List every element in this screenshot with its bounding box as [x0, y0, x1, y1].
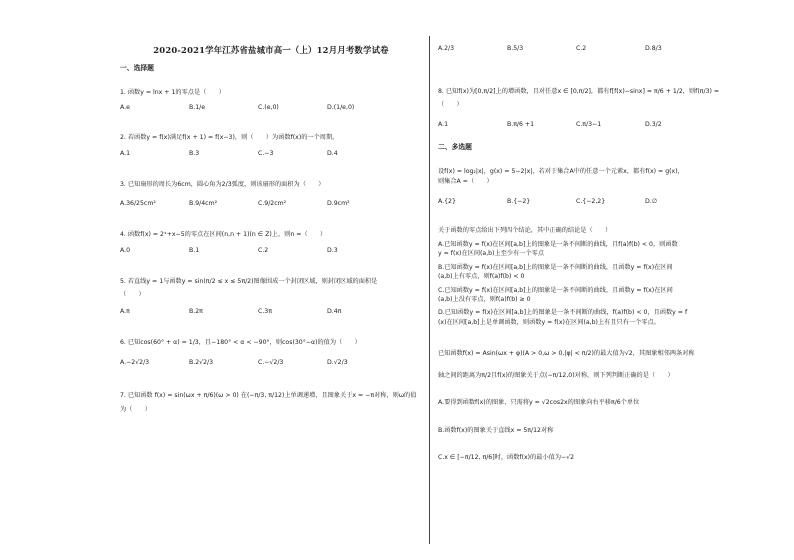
- question-5-options: [120, 307, 422, 316]
- question-7-stem: 7. 已知函数 f(x) = sin(ωx + π/6)(ω > 0) 在(−π/3, π/12)上单调递增，且图象关于x = −π对称，则ω的值: [120, 391, 417, 399]
- option: D.3: [327, 246, 338, 254]
- option: B.π/6 +1: [507, 120, 535, 128]
- question-6-stem: 6. 已知cos(60° + α) = 1/3，且−180° < α < −90°，则cos(30°−α)的值为（ ）: [120, 339, 361, 347]
- question-11-option-b: B.函数f(x)的图象关于直线x = 5π/12对称: [438, 426, 554, 434]
- section-heading-choice: 一、选择题: [120, 64, 154, 72]
- option: C.{−2,2}: [576, 197, 606, 205]
- option: B.2√2/3: [189, 358, 214, 366]
- option: C.π/3−1: [576, 120, 602, 128]
- question-11-option-c: C.x ∈ [−π/12, π/6]时，函数f(x)的最小值为−√2: [438, 453, 575, 461]
- question-10-option-a: [438, 240, 738, 259]
- option: C.2: [258, 246, 269, 254]
- question-3-stem: 3. 已知扇形的周长为6cm，圆心角为2/3弧度，则该扇形的面积为（ ）: [120, 180, 325, 188]
- question-7-stem-cont: 为（ ）: [120, 406, 151, 414]
- option: A.{2}: [438, 197, 456, 205]
- question-10-stem: 关于函数的零点给出下列四个结论，其中正确的结论是（ ）: [438, 226, 612, 234]
- question-9-line-1: 设f(x) = log₂|x|，g(x) = 5−2|x|，若对于集合A中的任意一个元素x，都有f(x) = g(x)，: [438, 167, 684, 175]
- option: D.(1/e,0): [327, 104, 355, 112]
- question-8-stem-cont: （ ）: [438, 101, 463, 109]
- option: D.4: [327, 149, 338, 157]
- option-line: D.已知函数y = f(x)在区间[a,b]上的图象是一条不间断的曲线，f(a)f(b) < 0，且函数y = f: [438, 309, 688, 317]
- option: C.−√2/3: [258, 358, 284, 366]
- option: C.2: [576, 45, 587, 52]
- option: C.(e,0): [258, 104, 279, 112]
- option: B.{−2}: [507, 197, 531, 205]
- option: C.−3: [258, 149, 274, 157]
- option: D.√2/3: [327, 358, 348, 366]
- option: A.0: [120, 246, 131, 254]
- question-8-stem: 8. 已知f(x)为[0,π/2]上的增函数，且对任意x ∈ [0,π/2]，都有f[f(x)−sinx] = π/6 + 1/2，则f(π/3) =: [438, 88, 720, 95]
- right-column: [438, 44, 738, 462]
- question-5-stem: 5. 若直线y = 1与函数y = sin(π/2 ≤ x ≤ 5π/2)图像围成一个封闭区域，则封闭区域的面积是: [120, 277, 378, 285]
- question-1-options: [120, 103, 422, 112]
- question-1-stem: 1. 函数y = lnx + 1的零点是（ ）: [120, 89, 225, 96]
- option: D.9cm²: [327, 200, 350, 208]
- option: D.8/3: [645, 45, 662, 52]
- question-8-options: [438, 120, 738, 129]
- question-10-option-b: [438, 263, 738, 282]
- exam-title: 2020-2021学年江苏省盐城市高一（上）12月月考数学试卷: [153, 45, 389, 55]
- option-line: y = f(x)在区间(a,b)上至少有一个零点: [438, 250, 545, 258]
- option: B.1/e: [189, 104, 206, 112]
- section-heading-multi: 二、多选题: [438, 142, 472, 151]
- option: A.1: [120, 149, 131, 157]
- option-line: A.已知函数y = f(x)在区间[a,b]上的图象是一条不间断的曲线，且f(a)f(b) < 0，则函数: [438, 241, 678, 249]
- question-10-option-d: [438, 308, 738, 327]
- option: A.2/3: [438, 45, 455, 52]
- question-10-option-c: [438, 286, 738, 305]
- option: B.1: [189, 246, 200, 254]
- option: B.2π: [189, 308, 203, 316]
- question-9-options: [438, 197, 738, 206]
- question-11-option-a: A.要得到函数f(x)的图象，只需将y = √2cos2x的图象向右平移π/6个单位: [438, 399, 640, 407]
- column-divider: [429, 36, 430, 544]
- left-column: [120, 44, 422, 415]
- question-11-line-1: 已知函数f(x) = Asin(ωx + φ)(A > 0,ω > 0,|φ| < π/2)的最大值为√2，其图象相邻两条对称: [438, 350, 695, 358]
- option-line: (x)在区间[a,b]上是单调函数，则函数y = f(x)在区间(a,b)上有且只有一个零点。: [438, 318, 660, 326]
- question-3-options: [120, 199, 422, 208]
- option-line: B.已知函数y = f(x)在区间[a,b]上的图象是一条不间断的曲线，且函数y = f(x)在区间: [438, 263, 673, 271]
- question-9-line-2: 则集合A =（ ）: [438, 178, 493, 186]
- option: A.−2√2/3: [120, 358, 150, 366]
- question-7-options: [438, 44, 738, 53]
- option: D.∅: [645, 197, 658, 205]
- question-2-stem: 2. 若函数y = f(x)满足f(x + 1) = f(x−3)，则（ ）为函数f(x)的一个周期。: [120, 134, 339, 142]
- option: A.π: [120, 308, 130, 316]
- question-5-stem-cont: （ ）: [120, 291, 145, 299]
- option: B.3: [189, 149, 200, 157]
- option-line: (a,b)上有零点，则f(a)f(b) < 0: [438, 273, 525, 281]
- option-line: (a,b)上没有零点，则f(a)f(b) ≥ 0: [438, 296, 531, 304]
- question-11-line-2: 轴之间的距离为π/2且f(x)的图象关于点(−π/12,0)对称，则下列判断正确的是（ ）: [438, 371, 674, 379]
- question-6-options: [120, 358, 422, 367]
- option: A.e: [120, 104, 130, 112]
- option: B.5/3: [507, 45, 524, 52]
- question-2-options: [120, 149, 422, 158]
- option: A.36/25cm²: [120, 200, 156, 208]
- option: C.9/2cm²: [258, 200, 287, 208]
- option-line: C.已知函数y = f(x)在区间[a,b]上的图象是一条不间断的曲线，且函数y = f(x)在区间: [438, 286, 673, 294]
- question-4-stem: 4. 函数f(x) = 2ˣ+x−5的零点在区间(n,n + 1)(n ∈ Z)上，则n =（ ）: [120, 231, 327, 239]
- option: D.3/2: [645, 120, 662, 128]
- question-4-options: [120, 246, 422, 255]
- option: D.4π: [327, 308, 342, 316]
- option: B.9/4cm²: [189, 200, 218, 208]
- option: A.1: [438, 120, 449, 128]
- option: C.3π: [258, 308, 272, 316]
